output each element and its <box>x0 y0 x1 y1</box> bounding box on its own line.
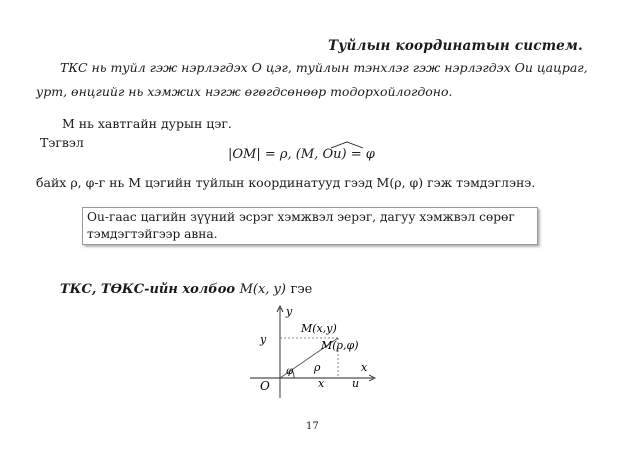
angle-hat-mark <box>330 141 364 149</box>
note-box <box>82 207 538 245</box>
u-axis-label: u <box>352 377 360 390</box>
formula-part-1: |OM| = ρ, ( <box>228 147 301 162</box>
section-heading-point: M(x, y) <box>239 282 286 297</box>
note-line-2: тэмдэгтэйгээр авна. <box>87 227 218 241</box>
intro-line-1: ТКС нь туйл гэж нэрлэгдэх O цэг, туйлын тэнхлэг гэж нэрлэгдэх Ou цацраг, <box>60 60 588 75</box>
note-line-1: Ou-гаас цагийн зүүний эсрэг хэмжвэл эерэг, дагуу хэмжвэл сөрөг <box>87 210 515 224</box>
polar-formula <box>228 147 375 162</box>
coordinate-figure <box>248 300 388 400</box>
y-axis-label: y <box>286 305 293 318</box>
rho-label: ρ <box>314 361 321 374</box>
coordinates-sentence: байх ρ, φ-г нь М цэгийн туйлын координатууд гээд M(ρ, φ) гэж тэмдэглэнэ. <box>36 175 536 190</box>
formula-part-2: ) = φ <box>341 147 375 162</box>
point-cartesian-label: M(x,y) <box>301 322 337 335</box>
section-heading <box>60 282 312 297</box>
angle-label: φ <box>286 366 294 377</box>
then-word: Тэгвэл <box>40 135 84 150</box>
section-heading-suffix: гэе <box>290 282 313 297</box>
section-heading-bold: ТКС, ТӨКС-ийн холбоо <box>60 282 236 297</box>
y-tick-label: y <box>260 333 267 346</box>
point-definition: M нь хавтгайн дурын цэг. <box>62 116 232 131</box>
section-title: Туйлын координатын систем. <box>328 38 583 54</box>
x-tick-label: x <box>318 377 325 390</box>
formula-angle: M, Ou <box>300 147 342 162</box>
x-axis-label: x <box>361 361 368 374</box>
origin-label: O <box>260 379 270 393</box>
point-polar-label: M(ρ,φ) <box>321 339 359 352</box>
page-number: 17 <box>306 421 319 432</box>
intro-line-2: урт, өнцгийг нь хэмжих нэгж өгөгдсөнөөр тодорхойлогдоно. <box>36 84 453 99</box>
